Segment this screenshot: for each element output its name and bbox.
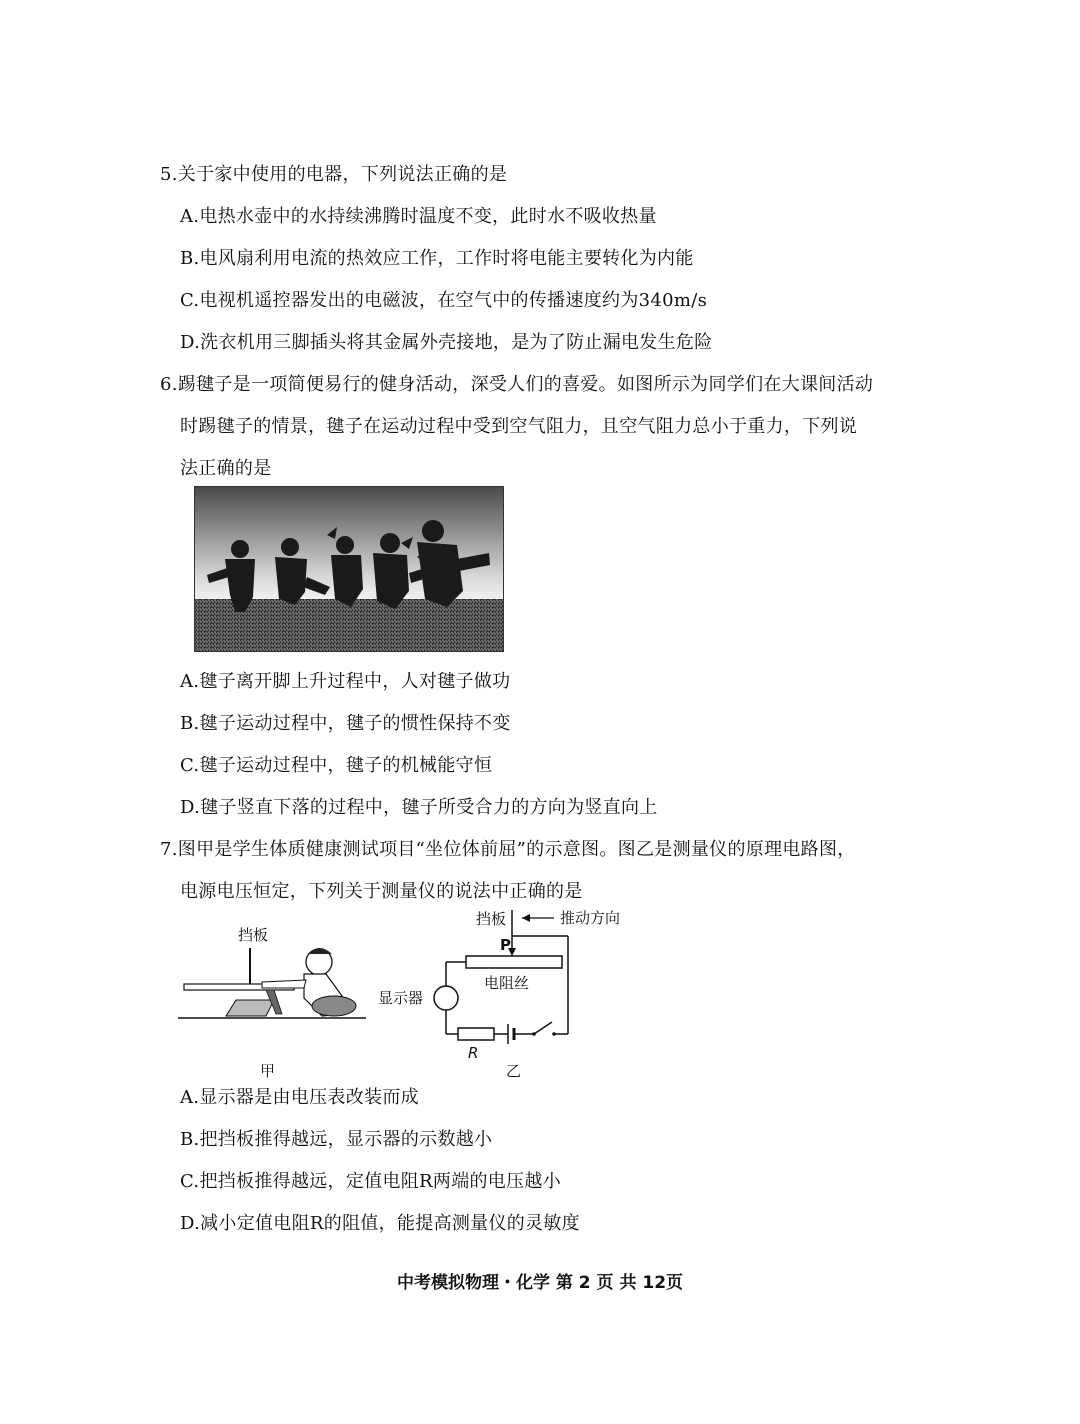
q6-option-c: C.毽子运动过程中，毽子的机械能守恒 <box>180 755 493 776</box>
figure-yi-caption: 乙 <box>506 1062 522 1080</box>
q6-stem-line-2: 时踢毽子的情景，毽子在运动过程中受到空气阻力，且空气阻力总小于重力，下列说 <box>180 416 858 437</box>
q7-option-c: C.把挡板推得越远，定值电阻R两端的电压越小 <box>180 1171 562 1192</box>
q6-option-d: D.毽子竖直下落的过程中，毽子所受合力的方向为竖直向上 <box>180 797 658 818</box>
q6-stem-line-1: 6.踢毽子是一项简便易行的健身活动，深受人们的喜爱。如图所示为同学们在大课间活动 <box>160 374 874 395</box>
q7-stem-line-2: 电源电压恒定，下列关于测量仪的说法中正确的是 <box>180 881 583 902</box>
fixed-resistor <box>458 1028 494 1040</box>
q7-option-d: D.减小定值电阻R的阻值，能提高测量仪的灵敏度 <box>180 1213 580 1234</box>
q5-option-c: C.电视机遥控器发出的电磁波，在空气中的传播速度约为340m/s <box>180 290 708 311</box>
figure-jia <box>176 918 376 1086</box>
q5-option-b: B.电风扇利用电流的热效应工作，工作时将电能主要转化为内能 <box>180 248 694 269</box>
q5-option-d: D.洗衣机用三脚插头将其金属外壳接地，是为了防止漏电发生危险 <box>180 332 713 353</box>
switch <box>534 1022 552 1034</box>
shuttlecock-photo <box>194 486 504 652</box>
q7-option-a: A.显示器是由电压表改装而成 <box>180 1087 419 1108</box>
q7-stem-line-1: 7.图甲是学生体质健康测试项目“坐位体前屈”的示意图。图乙是测量仪的原理电路图， <box>160 839 856 860</box>
resistance-wire <box>466 956 562 968</box>
figure-jia-baffle-label: 挡板 <box>238 926 269 944</box>
q6-stem-line-3: 法正确的是 <box>180 458 272 479</box>
figure-yi-display-label: 显示器 <box>378 989 424 1007</box>
figure-yi-resistor-label: R <box>468 1044 479 1062</box>
figure-yi <box>372 904 652 1088</box>
figure-yi-wire-label: 电阻丝 <box>484 974 530 992</box>
q7-option-b: B.把挡板推得越远，显示器的示数越小 <box>180 1129 493 1150</box>
figure-yi-baffle-label: 挡板 <box>476 910 507 928</box>
q6-option-a: A.毽子离开脚上升过程中，人对毽子做功 <box>180 671 511 692</box>
q5-option-a: A.电热水壶中的水持续沸腾时温度不变，此时水不吸收热量 <box>180 206 657 227</box>
page-footer: 中考模拟物理・化学 第 2 页 共 12页 <box>396 1273 684 1293</box>
figure-yi-slider-p: P <box>500 936 511 954</box>
figure-yi-push-direction: 推动方向 <box>560 909 621 927</box>
figure-yi-circuit <box>372 904 652 1084</box>
q5-stem: 5.关于家中使用的电器，下列说法正确的是 <box>160 164 508 185</box>
display-meter <box>434 986 458 1010</box>
q6-option-b: B.毽子运动过程中，毽子的惯性保持不变 <box>180 713 511 734</box>
figure-jia-caption: 甲 <box>260 1062 276 1080</box>
shuttlecock-photo-illustration <box>195 487 503 651</box>
figure-jia-drawing <box>176 918 376 1082</box>
